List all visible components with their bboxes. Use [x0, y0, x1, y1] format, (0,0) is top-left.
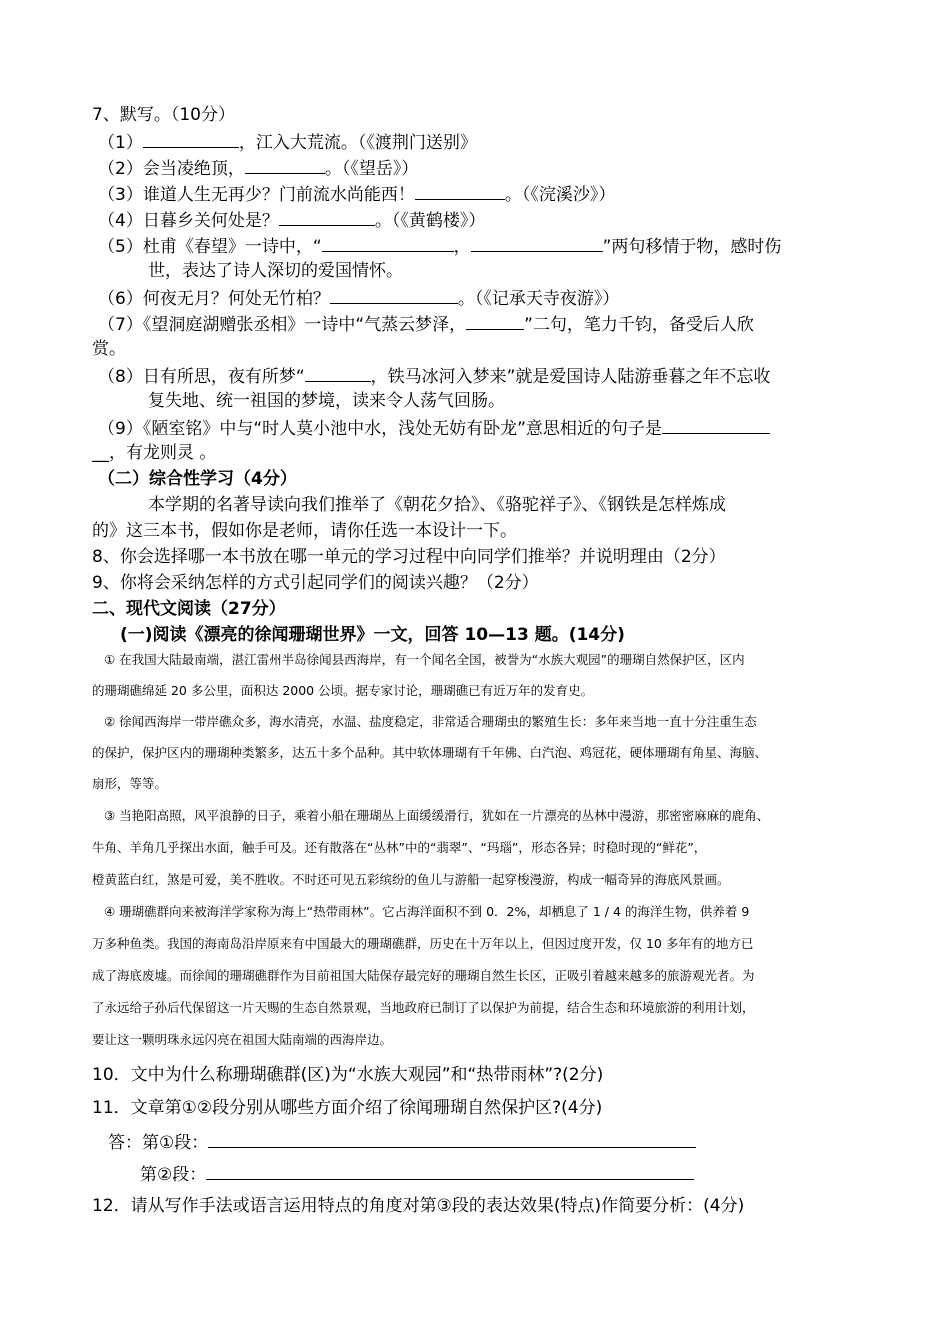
q7-line-8b: 复失地、统一祖国的梦境，读来令人荡气回肠。 [148, 391, 505, 411]
part-2-title: 二、现代文阅读（27分） [92, 599, 286, 619]
blank-7 [466, 311, 524, 330]
passage-line: 的珊瑚礁绵延 20 多公里，面积达 2000 公顷。据专家讨论，珊瑚礁已有近万年的发育史。 [92, 683, 594, 698]
blank-3 [415, 181, 505, 200]
passage-line: 的保护，保护区内的珊瑚种类繁多，达五十多个品种。其中软体珊瑚有千年佛、白汽泡、鸡冠花，硬体珊瑚有角星、海脑、 [92, 745, 768, 760]
section-2-title: （二）综合性学习（4分） [98, 469, 297, 489]
blank-4 [279, 207, 375, 226]
passage-line: 牛角、羊角几乎探出水面，触手可及。还有散落在“丛林”中的“翡翠”、“玛瑙”，形态各异；时稳时现的“鲜花”， [92, 840, 707, 855]
question-12: 12．请从写作手法或语言运用特点的角度对第③段的表达效果(特点)作简要分析：(4分) [92, 1196, 745, 1216]
q7-title: 7、默写。（10分） [92, 105, 235, 125]
passage-line: 扇形，等等。 [92, 776, 168, 791]
passage-line: 万多种鱼类。我国的海南岛沿岸原来有中国最大的珊瑚礁群，历史在十万年以上，但因过度开发，仅 10 多年有的地方已 [92, 936, 754, 951]
passage-line: ② 徐闻西海岸一带岸礁众多，海水清亮，水温、盐度稳定，非常适合珊瑚虫的繁殖生长：多年来当地一直十分注重生态 [104, 714, 757, 729]
passage-line: 要让这一颗明珠永远闪亮在祖国大陆南端的西海岸边。 [92, 1032, 393, 1047]
q7-line-9b: __，有龙则灵 。 [92, 443, 217, 463]
q7-line-7a: （7）《望洞庭湖赠张丞相》一诗中“气蒸云梦泽， ”二句，笔力千钧，备受后人欣 [98, 311, 754, 337]
blank-8 [305, 363, 371, 382]
q7-line-3: （3）谁道人生无再少？门前流水尚能西！ 。（《浣溪沙》） [98, 181, 615, 207]
q7-line-7b: 赏。 [92, 339, 126, 359]
q7-line-9a: （9）《陋室铭》中与“时人莫小池中水，浅处无妨有卧龙”意思相近的句子是 [98, 415, 770, 441]
q7-line-4: （4）日暮乡关何处是？ 。（《黄鹤楼》） [98, 207, 485, 233]
blank-5b [471, 233, 603, 252]
answer-line-2: 第②段： [140, 1161, 694, 1187]
blank-9 [662, 415, 770, 434]
passage-line: 了永远给子孙后代保留这一片天赐的生态自然景观，当地政府已制订了以保护为前提，结合生态和环境旅游的利用计划， [92, 1000, 755, 1015]
answer-blank-1 [208, 1129, 696, 1148]
q7-line-6: （6）何夜无月？何处无竹柏？ 。（《记承天寺夜游》） [98, 285, 619, 311]
blank-6 [330, 285, 458, 304]
answer-line-1: 答：第①段： [108, 1129, 696, 1155]
q7-line-5b: 世，表达了诗人深切的爱国情怀。 [148, 261, 403, 281]
question-9: 9、你将会采纳怎样的方式引起同学们的阅读兴趣？（2分） [92, 573, 539, 593]
blank-2 [245, 155, 325, 174]
passage-line: 橙黄蓝白红，煞是可爱，美不胜收。不时还可见五彩缤纷的鱼儿与游船一起穿梭漫游，构成一幅奇异的海底风景画。 [92, 872, 730, 887]
passage-line: ① 在我国大陆最南端，湛江雷州半岛徐闻县西海岸，有一个闻名全国，被誉为“水族大观园”的珊瑚自然保护区，区内 [104, 652, 745, 667]
section-2-intro-2: 的》这三本书，假如你是老师，请你任选一本设计一下。 [92, 521, 517, 541]
question-10: 10．文中为什么称珊瑚礁群(区)为“水族大观园”和“热带雨林”?(2分) [92, 1065, 604, 1085]
q7-line-2: （2）会当凌绝顶， 。（《望岳》） [98, 155, 418, 181]
blank-1 [143, 129, 239, 148]
answer-blank-2 [206, 1161, 694, 1180]
q7-line-1: （1） ，江入大荒流。（《渡荆门送别》 [98, 129, 477, 155]
passage-line: 成了海底废墟。而徐闻的珊瑚礁群作为目前祖国大陆保存最完好的珊瑚自然生长区，正吸引着越来越多的旅游观光者。为 [92, 968, 755, 983]
passage-line: ③ 当艳阳高照，风平浪静的日子，乘着小船在珊瑚丛上面缓缓滑行，犹如在一片漂亮的丛林中漫游，那密密麻麻的鹿角、 [104, 808, 770, 823]
section-2-intro-1: 本学期的名著导读向我们推举了《朝花夕拾》、《骆驼祥子》、《钢铁是怎样炼成 [148, 495, 726, 515]
part-2-subtitle: (一)阅读《漂亮的徐闻珊瑚世界》一文，回答 10—13 题。(14分) [120, 625, 625, 645]
q7-line-5a: （5）杜甫《春望》一诗中，“ ， ”两句移情于物，感时伤 [98, 233, 781, 259]
question-11: 11．文章第①②段分别从哪些方面介绍了徐闻珊瑚自然保护区?(4分) [92, 1098, 603, 1118]
q7-line-8a: （8）日有所思，夜有所梦“ ，铁马冰河入梦来”就是爱国诗人陆游垂暮之年不忘收 [98, 363, 770, 389]
question-8: 8、你会选择哪一本书放在哪一单元的学习过程中向同学们推举？并说明理由（2分） [92, 547, 726, 567]
passage-line: ④ 珊瑚礁群向来被海洋学家称为海上“热带雨林”。它占海洋面积不到 0．2%，却栖息了 1 / 4 的海洋生物，供养着 9 [104, 904, 750, 919]
blank-5a [322, 233, 454, 252]
